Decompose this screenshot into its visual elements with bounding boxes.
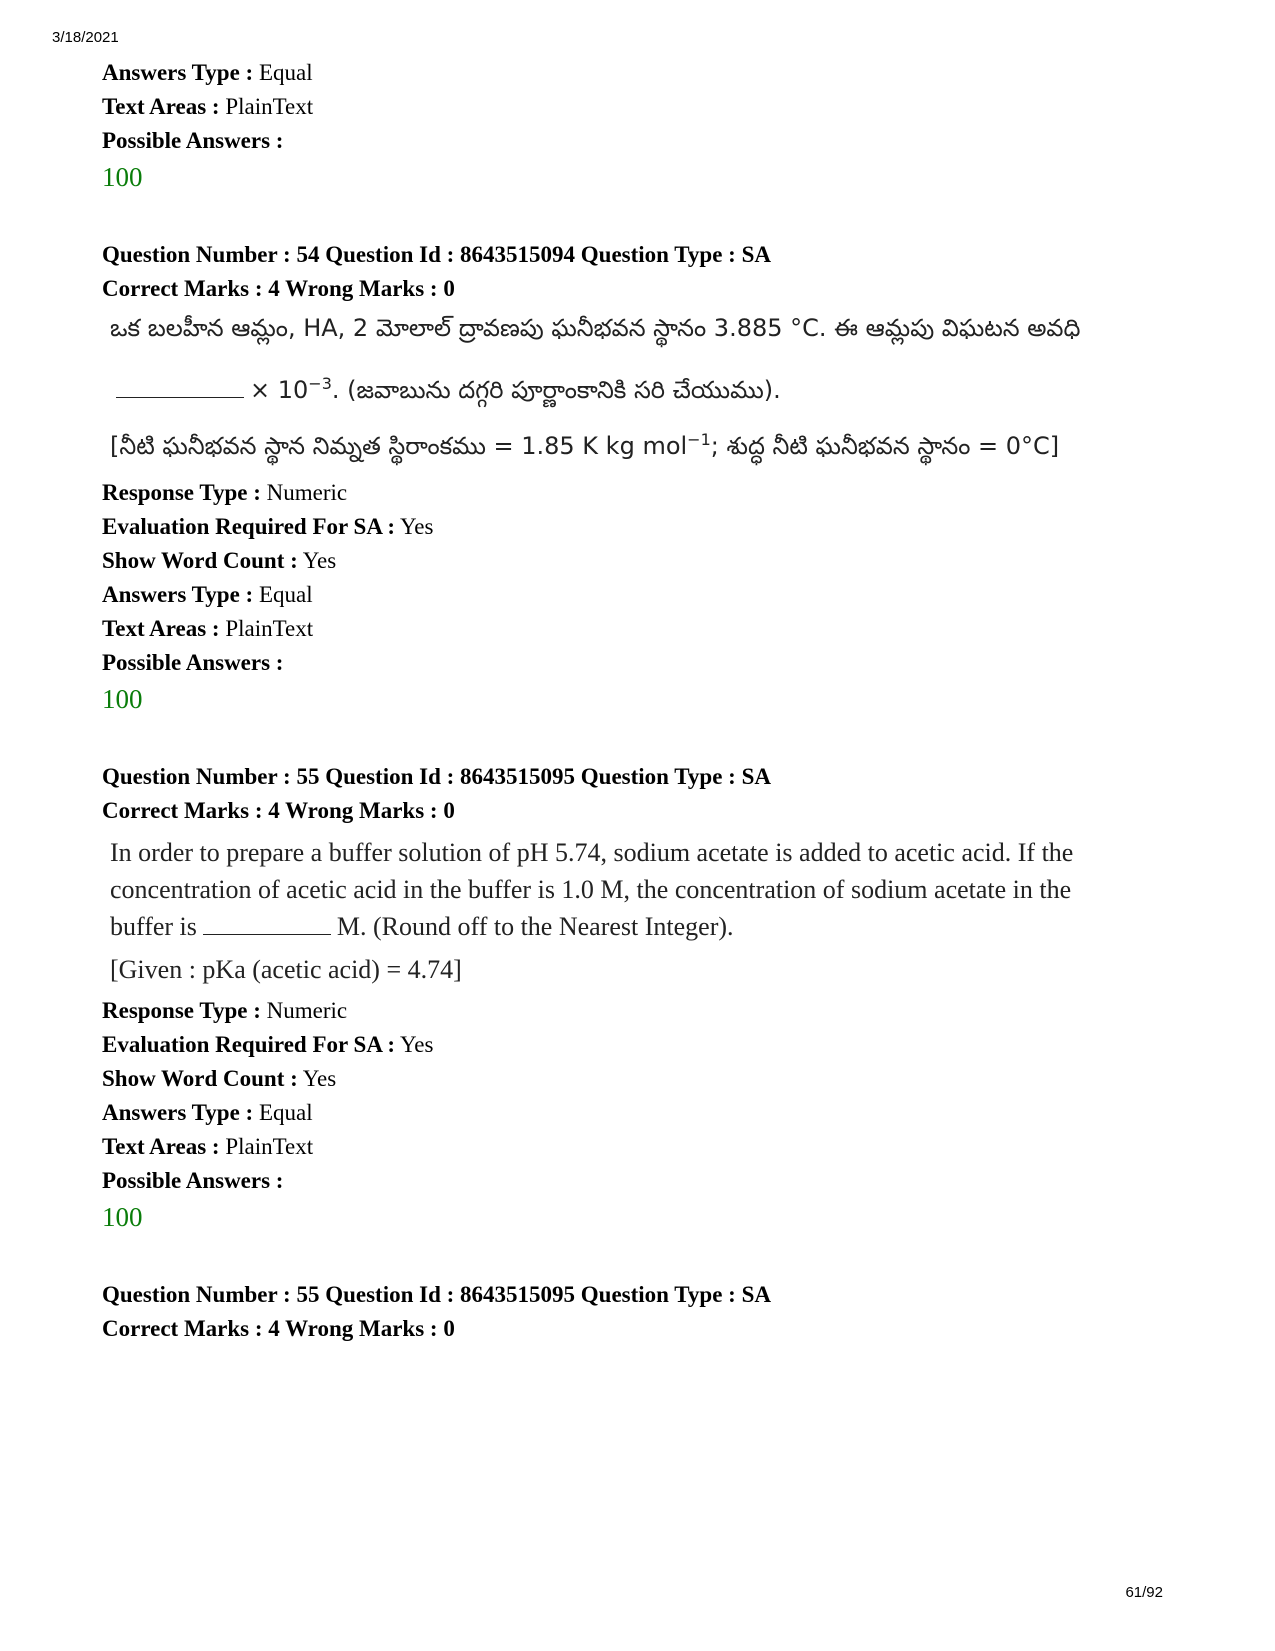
answers-type-row	[102, 1096, 1192, 1130]
field-label: Possible Answers :	[102, 650, 284, 675]
question-id-line: Question Number : 55 Question Id : 8643515095 Question Type : SA	[102, 1282, 771, 1307]
field-label: Text Areas :	[102, 616, 220, 641]
field-value: PlainText	[225, 1134, 314, 1159]
question-text-line: In order to prepare a buffer solution of pH 5.74, sodium acetate is added to acetic acid. If the	[110, 838, 1074, 867]
print-date: 3/18/2021	[52, 29, 119, 46]
possible-answers-row	[102, 1164, 1192, 1198]
text-areas-row	[102, 90, 1192, 124]
field-label: Show Word Count :	[102, 1066, 298, 1091]
question-text-part: buffer is	[110, 912, 197, 941]
field-label: Possible Answers :	[102, 1168, 284, 1193]
field-label: Text Areas :	[102, 1134, 220, 1159]
question-id-line: Question Number : 54 Question Id : 8643515094 Question Type : SA	[102, 242, 771, 267]
field-value: PlainText	[225, 94, 314, 119]
marks-header	[102, 794, 1192, 828]
page-content	[102, 56, 1192, 1346]
question-given-line	[110, 424, 1192, 476]
word-count-row	[102, 1062, 1192, 1096]
field-label: Show Word Count :	[102, 548, 298, 573]
question-text-line: concentration of acetic acid in the buffer is 1.0 M, the concentration of sodium acetate in the	[110, 875, 1072, 904]
question-id-line: Question Number : 55 Question Id : 8643515095 Question Type : SA	[102, 764, 771, 789]
field-label: Text Areas :	[102, 94, 220, 119]
field-label: Evaluation Required For SA :	[102, 514, 396, 539]
response-type-row	[102, 994, 1192, 1028]
question-text	[102, 828, 1192, 994]
possible-answer: 100	[102, 1202, 143, 1232]
possible-answers-row	[102, 124, 1192, 158]
page-number: 61/92	[1125, 1584, 1163, 1601]
answer-blank	[203, 934, 331, 935]
field-value: Equal	[258, 1100, 313, 1125]
marks-header	[102, 1312, 1192, 1346]
possible-answer: 100	[102, 684, 143, 714]
given-text: [నీటి ఘనీభవన స్థాన నిమ్నత స్థిరాంకము = 1.85 K kg mol	[110, 432, 688, 460]
answers-type-row	[102, 578, 1192, 612]
marks-line: Correct Marks : 4 Wrong Marks : 0	[102, 276, 455, 301]
field-label: Evaluation Required For SA :	[102, 1032, 396, 1057]
possible-answer: 100	[102, 162, 143, 192]
field-label: Response Type :	[102, 480, 261, 505]
marks-line: Correct Marks : 4 Wrong Marks : 0	[102, 1316, 455, 1341]
field-value: Equal	[258, 582, 313, 607]
question-header	[102, 760, 1192, 794]
instruction: . (జవాబును దగ్గరి పూర్ణాంకానికి సరి చేయుము).	[331, 376, 781, 404]
given-text: ; శుద్ధ నీటి ఘనీభవన స్థానం = 0°C]	[710, 432, 1060, 460]
response-type-row	[102, 476, 1192, 510]
evaluation-row	[102, 510, 1192, 544]
text-areas-row	[102, 612, 1192, 646]
text-areas-row	[102, 1130, 1192, 1164]
field-value: Equal	[258, 60, 313, 85]
exponent: −3	[308, 374, 332, 393]
answer-blank	[116, 397, 244, 398]
field-label: Answers Type :	[102, 60, 254, 85]
field-value: Numeric	[266, 998, 348, 1023]
field-label: Answers Type :	[102, 1100, 254, 1125]
field-value: Numeric	[266, 480, 348, 505]
word-count-row	[102, 544, 1192, 578]
field-label: Possible Answers :	[102, 128, 284, 153]
question-header	[102, 1278, 1192, 1312]
question-text-line: ఒక బలహీన ఆమ్లం, HA, 2 మోలాల్ ద్రావణపు ఘనీభవన స్థానం 3.885 °C. ఈ ఆమ్లపు విఘటన అవధి	[110, 314, 1081, 342]
field-value: Yes	[400, 514, 434, 539]
field-label: Response Type :	[102, 998, 261, 1023]
multiplier: × 10	[250, 376, 309, 404]
field-value: Yes	[400, 1032, 434, 1057]
field-value: PlainText	[225, 616, 314, 641]
question-text-part: M. (Round off to the Nearest Integer).	[336, 912, 734, 941]
answers-type-row	[102, 56, 1192, 90]
field-value: Yes	[302, 1066, 337, 1091]
evaluation-row	[102, 1028, 1192, 1062]
possible-answers-row	[102, 646, 1192, 680]
marks-header	[102, 272, 1192, 306]
question-text-line	[110, 908, 1192, 952]
field-label: Answers Type :	[102, 582, 254, 607]
question-text-line	[110, 366, 1192, 424]
question-text	[102, 306, 1192, 476]
question-given-line: [Given : pKa (acetic acid) = 4.74]	[110, 955, 462, 984]
marks-line: Correct Marks : 4 Wrong Marks : 0	[102, 798, 455, 823]
exponent: −1	[687, 430, 711, 449]
question-header	[102, 238, 1192, 272]
field-value: Yes	[302, 548, 337, 573]
